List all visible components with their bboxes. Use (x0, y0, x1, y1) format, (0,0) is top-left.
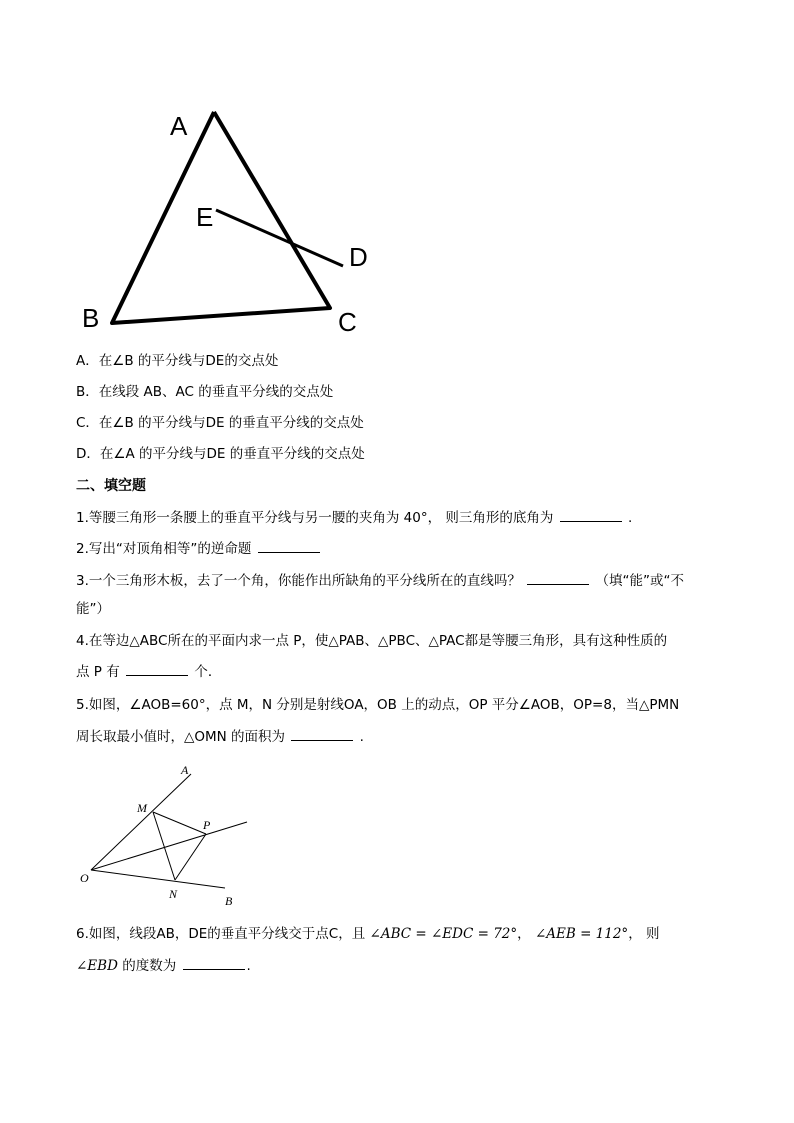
answer-blank-5 (291, 726, 353, 741)
question-5-text-a: 周长取最小值时，△OMN 的面积为 (76, 729, 286, 745)
question-4-line2 (76, 661, 221, 682)
label-e: E (196, 202, 214, 232)
question-3-text: 3.一个三角形木板，去了一个角，你能作出所缺角的平分线所在的直线吗？ (76, 573, 521, 589)
ray-ob (91, 870, 225, 888)
question-6-math-1: ∠ABC = ∠EDC = 72° (369, 926, 518, 942)
option-d: D．在∠A 的平分线与DE 的垂直平分线的交点处 (76, 446, 365, 462)
section-title: 二、填空题 (76, 478, 146, 494)
question-6-text-d: . (246, 958, 251, 974)
option-b: B．在线段 AB、AC 的垂直平分线的交点处 (76, 384, 334, 400)
question-4-text-b: 个． (194, 664, 222, 680)
answer-blank-4 (126, 661, 188, 676)
segment-np (175, 834, 206, 880)
question-6-math-2: ∠AEB = 112° (534, 926, 629, 942)
label-a: A (170, 111, 188, 141)
question-6-line2 (76, 955, 251, 976)
label-o: O (80, 871, 89, 885)
answer-blank-6 (183, 955, 245, 970)
answer-blank-1 (560, 507, 622, 522)
question-3-line2: 能”） (76, 601, 110, 617)
question-2 (76, 538, 322, 559)
question-3 (76, 570, 684, 591)
triangle-figure (70, 100, 390, 345)
label-a: A (181, 763, 189, 777)
segment-mp (153, 812, 206, 834)
label-d: D (349, 242, 368, 272)
question-1-text: 1.等腰三角形一条腰上的垂直平分线与另一腰的夹角为 40°， 则三角形的底角为 (76, 510, 554, 526)
label-m: M (137, 801, 147, 815)
question-6-math-3: ∠EBD (76, 958, 118, 974)
answer-blank-3 (527, 570, 589, 585)
question-5-line2 (76, 726, 364, 747)
segment-ed (216, 210, 343, 266)
question-1 (76, 507, 632, 528)
question-5-line1: 5.如图，∠AOB=60°，点 M，N 分别是射线OA，OB 上的动点，OP 平分∠AOB，OP=8，当△PMN (76, 697, 680, 713)
question-6-text-c: 的度数为 (122, 958, 177, 974)
angle-figure (75, 758, 255, 913)
question-6-sep: ， (517, 926, 531, 942)
question-1-tail: . (627, 510, 633, 526)
label-b: B (225, 894, 233, 908)
question-5-text-b: . (359, 729, 364, 745)
label-c: C (338, 307, 357, 337)
question-6-text-a: 6.如图，线段AB，DE的垂直平分线交于点C，且 (76, 926, 366, 942)
triangle-abc (112, 112, 330, 323)
question-2-text: 2.写出“对顶角相等”的逆命题 (76, 541, 252, 557)
option-a: A．在∠B 的平分线与DE的交点处 (76, 353, 279, 369)
label-p: P (203, 818, 211, 832)
question-4-text-a: 点 P 有 (76, 664, 120, 680)
answer-blank-2 (258, 538, 320, 553)
option-c: C．在∠B 的平分线与DE 的垂直平分线的交点处 (76, 415, 364, 431)
question-3-tail: （填“能”或“不 (595, 573, 684, 589)
question-6-line1 (76, 924, 659, 944)
question-4-line1: 4.在等边△ABC所在的平面内求一点 P，使△PAB、△PBC、△PAC都是等腰三角形，具有这种性质的 (76, 633, 668, 649)
question-6-text-b: ， 则 (628, 926, 660, 942)
label-n: N (169, 887, 178, 901)
segment-mn (153, 812, 175, 880)
label-b: B (82, 303, 100, 333)
